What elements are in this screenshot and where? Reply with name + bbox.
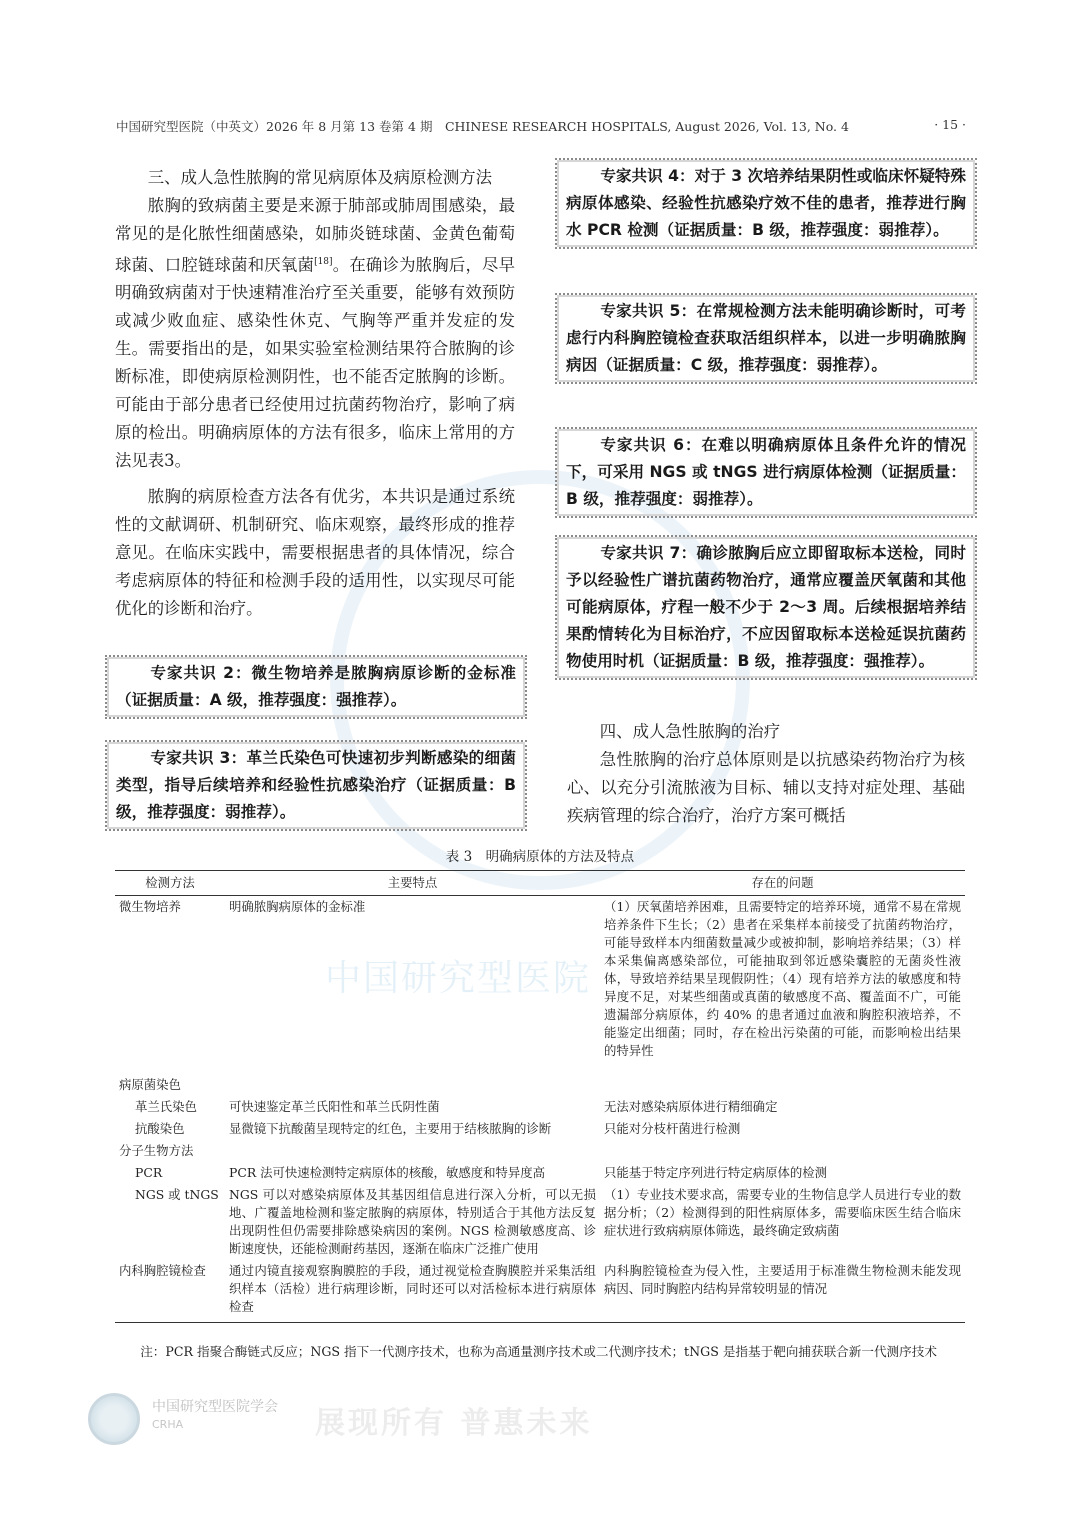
table-row (115, 896, 965, 1075)
column-header: 检测方法 (115, 871, 225, 896)
method-cell: NGS 或 tNGS (135, 1187, 219, 1202)
feature-cell: PCR 法可快速检测特定病原体的核酸，敏感度和特异度高 (229, 1165, 546, 1180)
table-row (115, 1140, 965, 1162)
feature-cell (225, 1140, 600, 1162)
table-note: 注：PCR 指聚合酶链式反应；NGS 指下一代测序技术，也称为高通量测序技术或二代测序技术；tNGS 是指基于靶向捕获联合新一代测序技术 (140, 1344, 937, 1359)
consensus-box-6: 专家共识 6：在难以明确病原体且条件允许的情况下，可采用 NGS 或 tNGS 进行病原体检测（证据质量：B 级，推荐强度：弱推荐）。 (555, 427, 977, 518)
citation-ref: [18] (314, 257, 333, 267)
feature-cell: 通过内镜直接观察胸膜腔的手段，通过视觉检查胸膜腔并采集活组织样本（活检）进行病理诊断，同时还可以对活检标本进行病原体检查 (225, 1260, 600, 1323)
feature-cell: NGS 可以对感染病原体及其基因组信息进行深入分析，可以无损地、广覆盖地检测和鉴定脓胸的病原体，特别适合于其他方法反复出现阴性但仍需要排除感染病因的案例。NGS 检测敏感度高、诊断速度快，还能检测耐药基因，逐渐在临床广泛推广使用 (229, 1187, 596, 1256)
consensus-box-5: 专家共识 5：在常规检测方法未能明确诊断时，可考虑行内科胸腔镜检查获取活组织样本，以进一步明确脓胸病因（证据质量：C 级，推荐强度：弱推荐）。 (555, 293, 977, 384)
column-header: 主要特点 (225, 871, 600, 896)
issue-cell: 内科胸腔镜检查为侵入性，主要适用于标准微生物检测未能发现病因、同时胸腔内结构异常较明显的情况 (600, 1260, 965, 1323)
crha-logo (88, 1393, 140, 1445)
right-column (567, 718, 965, 830)
consensus-box-7: 专家共识 7：确诊脓胸后应立即留取标本送检，同时予以经验性广谱抗菌药物治疗，通常应覆盖厌氧菌和其他可能病原体，疗程一般不少于 2～3 周。后续根据培养结果酌情转化为目标治疗，不应因留取标本送检延误抗菌药物使用时机（证据质量：B 级，推荐强度：强推荐）。 (555, 535, 977, 680)
paragraph-pathogens: 脓胸的致病菌主要是来源于肺部或肺周围感染，最常见的是化脓性细菌感染，如肺炎链球菌、金黄色葡萄球菌、口腔链球菌和厌氧菌[18]。在确诊为脓胸后，尽早明确致病菌对于快速精准治疗至关重要，能够有效预防或减少败血症、感染性休克、气胸等严重并发症的发生。需要指出的是，如果实验室检测结果符合脓胸的诊断标准，即使病原检测阴性，也不能否定脓胸的诊断。可能由于部分患者已经使用过抗菌药物治疗，影响了病原的检出。明确病原体的方法有很多，临床上常用的方法见表3。 (115, 196, 516, 471)
column-header: 存在的问题 (600, 871, 965, 896)
issue-cell: 只能对分枝杆菌进行检测 (604, 1121, 741, 1136)
method-cell: 革兰氏染色 (135, 1099, 197, 1114)
issue-cell (600, 1140, 965, 1162)
section-heading-3: 三、成人急性脓胸的常见病原体及病原检测方法 (147, 168, 492, 187)
consensus-box-4: 专家共识 4：对于 3 次培养结果阴性或临床怀疑特殊病原体感染、经验性抗感染疗效不佳的患者，推荐进行胸水 PCR 检测（证据质量：B 级，推荐强度：弱推荐）。 (555, 158, 977, 249)
table-header-row (115, 871, 965, 896)
table-row (115, 1184, 965, 1260)
method-cell: 抗酸染色 (135, 1121, 185, 1136)
section-heading-4: 四、成人急性脓胸的治疗 (599, 722, 781, 741)
method-cell: 分子生物方法 (119, 1143, 194, 1158)
feature-cell: 可快速鉴定革兰氏阳性和革兰氏阴性菌 (229, 1099, 440, 1114)
issue-cell: 只能基于特定序列进行特定病原体的检测 (604, 1165, 828, 1180)
table-row (115, 1260, 965, 1323)
journal-info: 中国研究型医院（中英文）2026 年 8 月第 13 卷第 4 期 CHINESE RESEARCH HOSPITALS, August 2026, Vol. 13, No. 4 (116, 119, 849, 134)
table-row (115, 1118, 965, 1140)
issue-cell: （1）专业技术要求高，需要专业的生物信息学人员进行专业的数据分析；（2）检测得到的阳性病原体多，需要临床医生结合临床症状进行致病病原体筛选，最终确定致病菌 (604, 1187, 961, 1238)
feature-cell (225, 1074, 600, 1096)
method-cell: 微生物培养 (119, 899, 181, 914)
table-caption: 表 3 明确病原体的方法及特点 (445, 849, 635, 865)
issue-cell (600, 1074, 965, 1096)
footer-slogan: 展现所有 普惠未来 (315, 1406, 593, 1441)
table-row (115, 1162, 965, 1184)
page-number: · 15 · (934, 117, 966, 132)
feature-cell: 显微镜下抗酸菌呈现特定的红色，主要用于结核脓胸的诊断 (229, 1121, 552, 1136)
table-row (115, 1096, 965, 1118)
consensus-box-2: 专家共识 2：微生物培养是脓胸病原诊断的金标准（证据质量：A 级，推荐强度：强推荐）。 (105, 655, 527, 719)
method-cell: 内科胸腔镜检查 (115, 1260, 225, 1323)
running-header (116, 117, 966, 139)
table-3 (115, 870, 965, 1323)
paragraph-treatment: 急性脓胸的治疗总体原则是以抗感染药物治疗为核心、以充分引流脓液为目标、辅以支持对症处理、基础疾病管理的综合治疗，治疗方案可概括 (567, 750, 965, 825)
consensus-box-3: 专家共识 3：革兰氏染色可快速初步判断感染的细菌类型，指导后续培养和经验性抗感染治疗（证据质量：B 级，推荐强度：弱推荐）。 (105, 740, 527, 831)
issue-cell: 无法对感染病原体进行精细确定 (604, 1099, 778, 1114)
issue-cell: （1）厌氧菌培养困难，且需要特定的培养环境，通常不易在常规培养条件下生长；（2）患者在采集样本前接受了抗菌药物治疗，可能导致样本内细菌数量减少或被抑制，影响培养结果；（3）样本采集偏离感染部位，可能抽取到邻近感染囊腔的无菌炎性液体，导致培养结果呈现假阴性；（4）现有培养方法的敏感度和特异度不足，对某些细菌或真菌的敏感度不高、覆盖面不广，可能遗漏部分病原体，约 40% 的患者通过血液和胸腔积液培养，不能鉴定出细菌；同时，存在检出污染菌的可能，而影响检出结果的特异性 (604, 899, 961, 1058)
method-cell: PCR (135, 1165, 163, 1180)
feature-cell: 明确脓胸病原体的金标准 (229, 899, 366, 914)
method-cell: 病原菌染色 (119, 1077, 181, 1092)
footer-org-abbr: CRHA (152, 1418, 184, 1431)
table-row (115, 1074, 965, 1096)
left-column (115, 164, 515, 623)
paragraph-methods: 脓胸的病原检查方法各有优劣，本共识是通过系统性的文献调研、机制研究、临床观察，最终形成的推荐意见。在临床实践中，需要根据患者的具体情况，综合考虑病原体的特征和检测手段的适用性，以实现尽可能优化的诊断和治疗。 (115, 487, 515, 619)
watermark-text: 中国研究型医院 (325, 958, 592, 999)
footer-org-name: 中国研究型医院学会 (152, 1399, 278, 1415)
